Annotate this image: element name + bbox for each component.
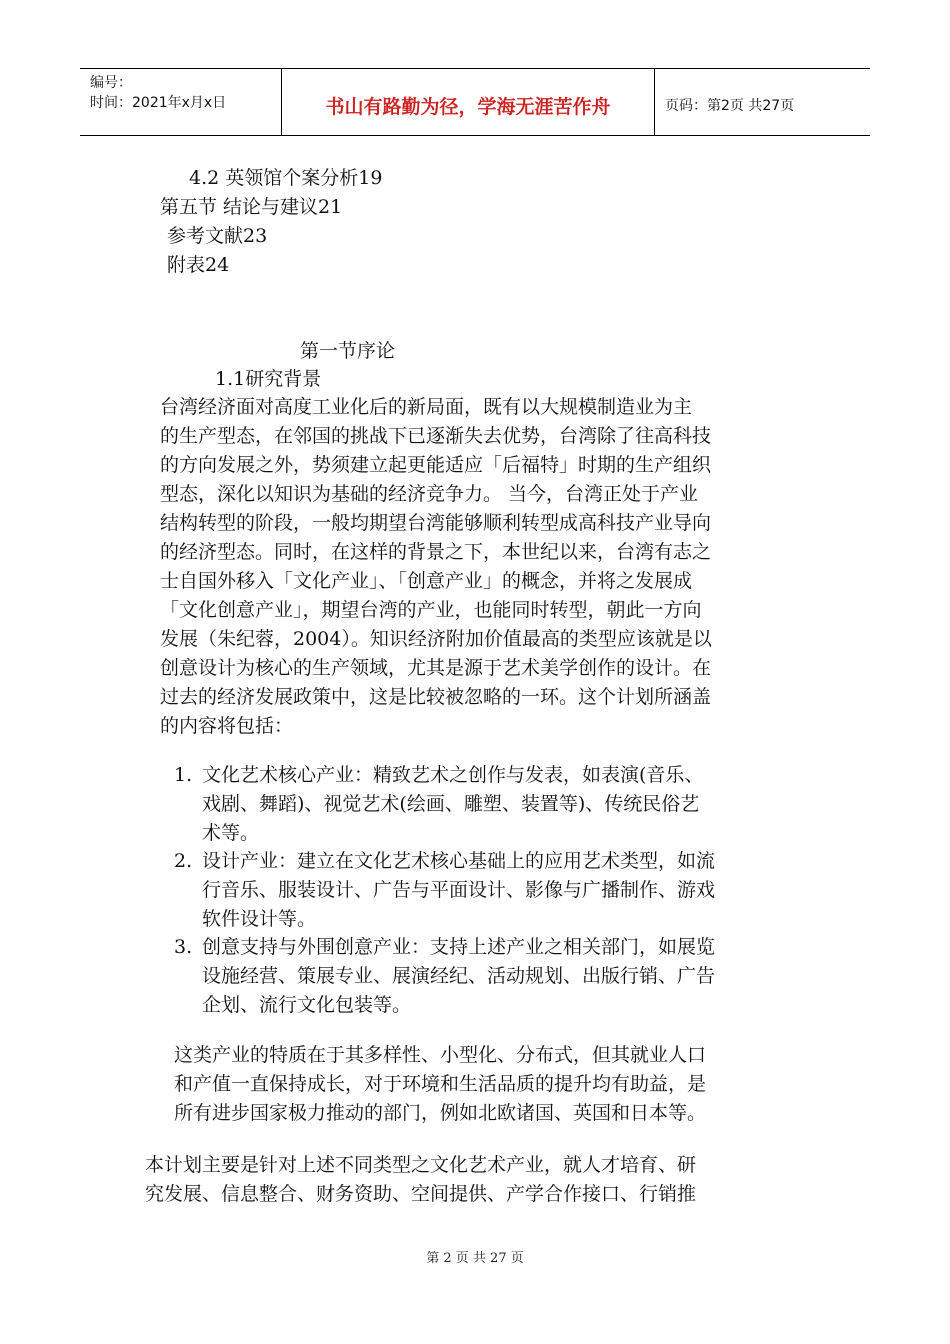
plan-paragraph — [145, 1151, 696, 1209]
list-item-number: 3. — [174, 936, 193, 958]
text-line: 发展（朱纪蓉，2004）。知识经济附加价值最高的类型应该就是以 — [160, 628, 712, 650]
text-line: 这类产业的特质在于其多样性、小型化、分布式，但其就业人口 — [174, 1044, 707, 1066]
text-line: 所有进步国家极力推动的部门，例如北欧诸国、英国和日本等。 — [174, 1102, 707, 1124]
text-line: 的生产型态，在邻国的挑战下已逐渐失去优势，台湾除了往高科技 — [160, 425, 712, 447]
text-line: 软件设计等。 — [202, 908, 317, 930]
number-label: 编号： — [90, 75, 132, 91]
list-item — [202, 933, 715, 1020]
text-line: 的方向发展之外，势须建立起更能适应「后福特」时期的生产组织 — [160, 454, 712, 476]
section-title: 第一节序论 — [300, 340, 396, 362]
text-line: 和产值一直保持成长，对于环境和生活品质的提升均有助益，是 — [174, 1073, 707, 1095]
text-line: 创意支持与外围创意产业：支持上述产业之相关部门，如展览 — [202, 936, 716, 958]
toc-entry: 附表24 — [167, 254, 230, 276]
header-motto: 书山有路勤为径，学海无涯苦作舟 — [282, 69, 655, 135]
header-page-info: 页码：第2页 共27页 — [665, 98, 795, 114]
traits-paragraph — [174, 1041, 706, 1128]
text-line: 结构转型的阶段，一般均期望台湾能够顺利转型成高科技产业导向 — [160, 512, 712, 534]
text-line: 文化艺术核心产业：精致艺术之创作与发表，如表演(音乐、 — [202, 764, 704, 786]
text-line: 究发展、信息整合、财务资助、空间提供、产学合作接口、行销推 — [145, 1183, 697, 1205]
list-item — [202, 761, 703, 848]
text-line: 术等。 — [202, 822, 260, 844]
text-line: 设计产业：建立在文化艺术核心基础上的应用艺术类型，如流 — [202, 850, 716, 872]
time-label: 时间：2021年x月x日 — [90, 95, 227, 111]
text-line: 士自国外移入「文化产业」、「创意产业」的概念，并将之发展成 — [160, 570, 693, 592]
text-line: 创意设计为核心的生产领域，尤其是源于艺术美学创作的设计。在 — [160, 657, 712, 679]
list-item-number: 2. — [174, 850, 193, 872]
header-meta — [80, 69, 282, 135]
text-line: 型态，深化以知识为基础的经济竞争力。 当今，台湾正处于产业 — [160, 483, 699, 505]
text-line: 过去的经济发展政策中，这是比较被忽略的一环。这个计划所涵盖 — [160, 686, 712, 708]
text-line: 的内容将包括： — [160, 715, 294, 737]
text-line: 的经济型态。同时，在这样的背景之下，本世纪以来，台湾有志之 — [160, 541, 712, 563]
page-footer: 第 2 页 共 27 页 — [426, 1251, 524, 1266]
text-line: 台湾经济面对高度工业化后的新局面，既有以大规模制造业为主 — [160, 396, 693, 418]
text-line: 设施经营、策展专业、展演经纪、活动规划、出版行销、广告 — [202, 965, 716, 987]
text-line: 本计划主要是针对上述不同类型之文化艺术产业，就人才培育、研 — [145, 1154, 697, 1176]
list-item-number: 1. — [174, 764, 193, 786]
toc-entry: 4.2 英领馆个案分析19 — [189, 167, 383, 189]
intro-paragraph — [160, 393, 712, 741]
page-header — [80, 68, 870, 136]
toc-entry: 参考文献23 — [167, 225, 268, 247]
text-line: 企划、流行文化包装等。 — [202, 994, 412, 1016]
toc-entry: 第五节 结论与建议21 — [160, 196, 343, 218]
list-item — [202, 847, 715, 934]
text-line: 「文化创意产业」，期望台湾的产业，也能同时转型，朝此一方向 — [160, 599, 702, 621]
subsection-title: 1.1研究背景 — [215, 368, 322, 390]
text-line: 戏剧、舞蹈)、视觉艺术(绘画、雕塑、装置等)、传统民俗艺 — [202, 793, 700, 815]
text-line: 行音乐、服装设计、广告与平面设计、影像与广播制作、游戏 — [202, 879, 716, 901]
